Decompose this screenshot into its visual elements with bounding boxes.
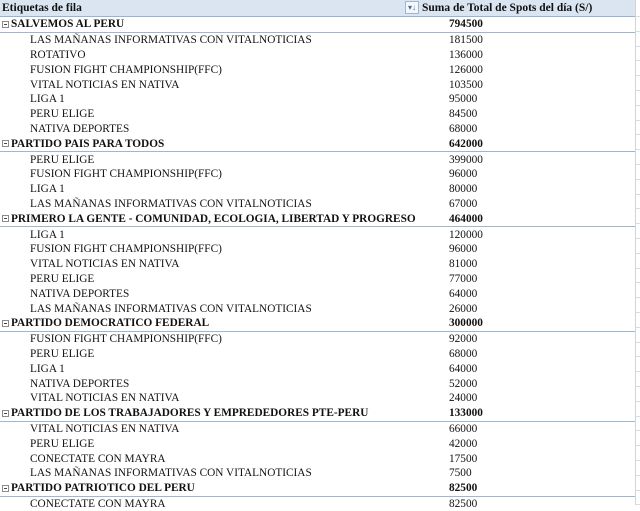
sort-filter-icon[interactable]: ▾↓: [405, 1, 419, 14]
item-row[interactable]: [0, 272, 635, 287]
item-value: 68000: [449, 123, 477, 135]
group-name: SALVEMOS AL PERU: [11, 18, 124, 30]
group-total: 642000: [449, 138, 483, 150]
gridline: [636, 490, 640, 491]
item-label: NATIVA DEPORTES: [0, 378, 440, 390]
item-value: 136000: [449, 49, 483, 61]
item-value: 66000: [449, 423, 477, 435]
item-label: PERU ELIGE: [0, 108, 440, 120]
item-value: 81000: [449, 258, 477, 270]
gridline: [636, 371, 640, 372]
item-row[interactable]: [0, 286, 635, 301]
item-row[interactable]: [0, 77, 635, 92]
group-label-cell: [0, 18, 440, 30]
item-row[interactable]: [0, 182, 635, 197]
adjacent-column: [635, 0, 640, 505]
item-row[interactable]: [0, 466, 635, 481]
gridline: [636, 223, 640, 224]
item-value: 181500: [449, 34, 483, 46]
gridline: [636, 460, 640, 461]
group-name: PARTIDO DEMOCRATICO FEDERAL: [11, 317, 209, 329]
item-label: NATIVA DEPORTES: [0, 123, 440, 135]
item-label: LIGA 1: [0, 229, 440, 241]
row-labels-header[interactable]: Etiquetas de fila: [0, 2, 406, 14]
item-label: FUSION FIGHT CHAMPIONSHIP(FFC): [0, 168, 440, 180]
group-total: 133000: [449, 407, 483, 419]
item-row[interactable]: [0, 197, 635, 212]
item-row[interactable]: [0, 376, 635, 391]
group-name: PARTIDO DE LOS TRABAJADORES Y EMPREDEDORES PTE-PERU: [11, 407, 368, 419]
item-row[interactable]: [0, 33, 635, 48]
group-label-cell: [0, 407, 440, 419]
item-label: PERU ELIGE: [0, 438, 440, 450]
gridline: [636, 120, 640, 121]
item-label: VITAL NOTICIAS EN NATIVA: [0, 79, 440, 91]
item-label: LAS MAÑANAS INFORMATIVAS CON VITALNOTICIAS: [0, 303, 440, 315]
group-row[interactable]: [0, 406, 635, 422]
gridline: [636, 297, 640, 298]
item-row[interactable]: [0, 152, 635, 167]
group-total: 794500: [449, 18, 483, 30]
item-value: 96000: [449, 168, 477, 180]
item-value: 42000: [449, 438, 477, 450]
group-label-cell: [0, 482, 440, 494]
item-label: FUSION FIGHT CHAMPIONSHIP(FFC): [0, 333, 440, 345]
item-row[interactable]: [0, 391, 635, 406]
item-value: 77000: [449, 273, 477, 285]
gridline: [636, 134, 640, 135]
collapse-toggle-icon[interactable]: [2, 140, 9, 147]
item-value: 126000: [449, 64, 483, 76]
item-row[interactable]: [0, 436, 635, 451]
gridline: [636, 356, 640, 357]
item-row[interactable]: [0, 242, 635, 257]
collapse-toggle-icon[interactable]: [2, 320, 9, 327]
gridline: [636, 60, 640, 61]
gridline: [636, 46, 640, 47]
gridline: [636, 208, 640, 209]
item-label: NATIVA DEPORTES: [0, 288, 440, 300]
item-label: LIGA 1: [0, 183, 440, 195]
item-row[interactable]: [0, 257, 635, 272]
item-label: CONECTATE CON MAYRA: [0, 498, 440, 510]
gridline: [636, 149, 640, 150]
item-label: PERU ELIGE: [0, 154, 440, 166]
item-row[interactable]: [0, 301, 635, 316]
item-value: 7500: [449, 467, 472, 479]
collapse-toggle-icon[interactable]: [2, 21, 9, 28]
collapse-toggle-icon[interactable]: [2, 485, 9, 492]
gridline: [636, 401, 640, 402]
group-name: PRIMERO LA GENTE - COMUNIDAD, ECOLOGIA, LIBERTAD Y PROGRESO: [11, 213, 416, 225]
group-row[interactable]: [0, 211, 635, 227]
item-value: 68000: [449, 348, 477, 360]
item-label: PERU ELIGE: [0, 348, 440, 360]
gridline: [636, 386, 640, 387]
item-value: 80000: [449, 183, 477, 195]
gridline: [636, 312, 640, 313]
gridline: [636, 342, 640, 343]
item-label: PERU ELIGE: [0, 273, 440, 285]
item-row[interactable]: [0, 361, 635, 376]
item-row[interactable]: [0, 347, 635, 362]
gridline: [636, 238, 640, 239]
item-value: 95000: [449, 93, 477, 105]
gridline: [636, 90, 640, 91]
item-label: CONECTATE CON MAYRA: [0, 453, 440, 465]
item-value: 24000: [449, 392, 477, 404]
item-row[interactable]: [0, 122, 635, 137]
item-row[interactable]: [0, 167, 635, 182]
item-row[interactable]: [0, 92, 635, 107]
group-total: 82500: [449, 482, 477, 494]
group-row[interactable]: [0, 481, 635, 497]
pivot-header-row: [0, 0, 635, 17]
item-label: VITAL NOTICIAS EN NATIVA: [0, 258, 440, 270]
group-name: PARTIDO PAIS PARA TODOS: [11, 138, 164, 150]
item-label: LAS MAÑANAS INFORMATIVAS CON VITALNOTICIAS: [0, 467, 440, 479]
item-row[interactable]: [0, 332, 635, 347]
gridline: [636, 164, 640, 165]
item-label: FUSION FIGHT CHAMPIONSHIP(FFC): [0, 243, 440, 255]
gridline: [636, 105, 640, 106]
item-value: 120000: [449, 229, 483, 241]
item-label: LIGA 1: [0, 363, 440, 375]
group-row[interactable]: [0, 316, 635, 332]
group-total: 464000: [449, 213, 483, 225]
gridline: [636, 16, 640, 17]
item-row[interactable]: [0, 107, 635, 122]
gridline: [636, 31, 640, 32]
item-row[interactable]: [0, 451, 635, 466]
item-label: VITAL NOTICIAS EN NATIVA: [0, 392, 440, 404]
item-value: 17500: [449, 453, 477, 465]
item-value: 64000: [449, 288, 477, 300]
gridline: [636, 194, 640, 195]
gridline: [636, 253, 640, 254]
item-value: 82500: [449, 498, 477, 510]
gridline: [636, 475, 640, 476]
item-value: 96000: [449, 243, 477, 255]
item-value: 52000: [449, 378, 477, 390]
item-label: LAS MAÑANAS INFORMATIVAS CON VITALNOTICIAS: [0, 198, 440, 210]
item-row[interactable]: [0, 422, 635, 437]
item-row[interactable]: [0, 497, 635, 511]
item-label: ROTATIVO: [0, 49, 440, 61]
group-label-cell: [0, 138, 440, 150]
item-value: 92000: [449, 333, 477, 345]
pivot-body: [0, 17, 635, 511]
item-value: 26000: [449, 303, 477, 315]
gridline: [636, 179, 640, 180]
item-value: 64000: [449, 363, 477, 375]
item-row[interactable]: [0, 48, 635, 63]
item-value: 399000: [449, 154, 483, 166]
gridline: [636, 445, 640, 446]
item-value: 67000: [449, 198, 477, 210]
group-name: PARTIDO PATRIOTICO DEL PERU: [11, 482, 195, 494]
item-row[interactable]: [0, 227, 635, 242]
collapse-toggle-icon[interactable]: [2, 410, 9, 417]
group-label-cell: [0, 213, 440, 225]
item-row[interactable]: [0, 62, 635, 77]
gridline: [636, 416, 640, 417]
gridline: [636, 75, 640, 76]
group-row[interactable]: [0, 136, 635, 152]
collapse-toggle-icon[interactable]: [2, 215, 9, 222]
group-label-cell: [0, 317, 440, 329]
gridline: [636, 268, 640, 269]
item-value: 103500: [449, 79, 483, 91]
item-label: LAS MAÑANAS INFORMATIVAS CON VITALNOTICIAS: [0, 34, 440, 46]
item-label: VITAL NOTICIAS EN NATIVA: [0, 423, 440, 435]
item-label: LIGA 1: [0, 93, 440, 105]
value-column-header[interactable]: Suma de Total de Spots del día (S/): [422, 2, 592, 14]
group-total: 300000: [449, 317, 483, 329]
gridline: [636, 282, 640, 283]
item-value: 84500: [449, 108, 477, 120]
gridline: [636, 430, 640, 431]
gridline: [636, 327, 640, 328]
item-label: FUSION FIGHT CHAMPIONSHIP(FFC): [0, 64, 440, 76]
group-row[interactable]: [0, 17, 635, 33]
